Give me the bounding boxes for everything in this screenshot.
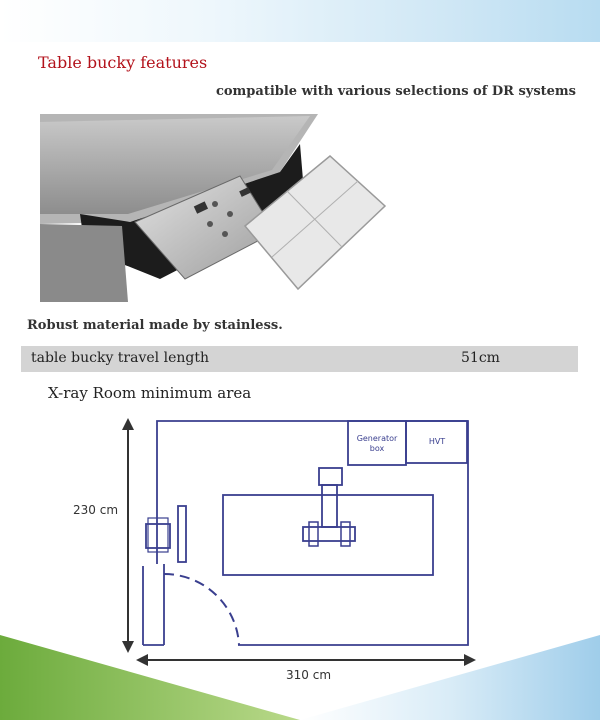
patient-table xyxy=(223,495,433,575)
wall-stand-unit xyxy=(148,518,168,552)
wall-stand-detector xyxy=(178,506,186,562)
spec-row xyxy=(21,346,578,372)
room-title: X-ray Room minimum area xyxy=(48,384,252,402)
room-wall xyxy=(157,421,468,645)
generator-box-label-1: Generator xyxy=(356,434,398,443)
room-width-label: 310 cm xyxy=(286,668,332,682)
spec-label: table bucky travel length xyxy=(31,350,209,366)
footer-decoration xyxy=(0,635,600,720)
material-note: Robust material made by stainless. xyxy=(27,318,283,333)
hvt-label: HVT xyxy=(428,437,446,446)
tube-head-left xyxy=(309,522,318,546)
table-bucky-photo xyxy=(40,114,388,302)
compatibility-note: compatible with various selections of DR systems xyxy=(215,84,576,99)
spec-value: 51cm xyxy=(461,350,500,366)
height-arrow-top xyxy=(122,418,134,430)
generator-box xyxy=(348,421,406,465)
tube-arm xyxy=(322,485,337,527)
section-title: Table bucky features xyxy=(38,53,208,72)
header-gradient-band xyxy=(0,0,600,42)
tube-head-right xyxy=(341,522,350,546)
room-height-label: 230 cm xyxy=(73,503,119,517)
tube-head xyxy=(303,527,355,541)
tube-column xyxy=(319,468,342,485)
wall-stand-base xyxy=(146,524,170,548)
generator-box-label-2: box xyxy=(369,444,385,453)
